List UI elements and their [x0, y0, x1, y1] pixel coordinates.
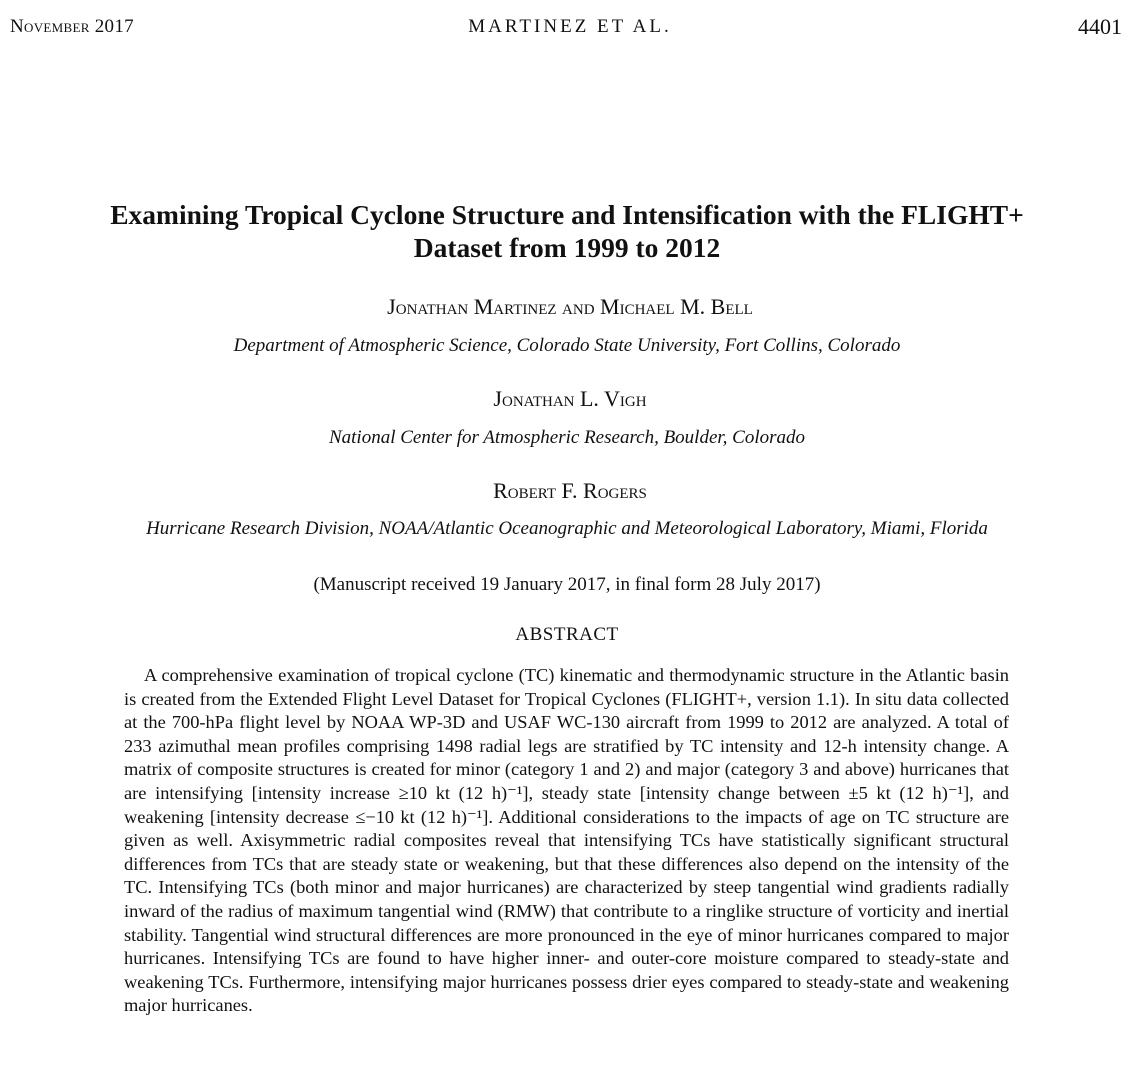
- paper-title: Examining Tropical Cyclone Structure and Intensification with the FLIGHT+ Dataset from 1999 to 2012: [110, 199, 1024, 263]
- abstract-text: A comprehensive examination of tropical cyclone (TC) kinematic and thermodynamic structure in the Atlantic basin is created from the Extended Flight Level Dataset for Tropical Cyclones (FLIGHT+, version 1.1). In situ data collected at the 700-hPa flight level by NOAA WP-3D and USAF WC-130 aircraft from 1999 to 2012 are analyzed. A total of 233 azimuthal mean profiles comprising 1498 radial legs are stratified by TC intensity and 12-h intensity change. A matrix of composite structures is created for minor (category 1 and 2) and major (category 3 and above) hurricanes that are intensifying [intensity increase ≥10 kt (12 h)⁻¹], steady state [intensity change between ±5 kt (12 h)⁻¹], and weakening [intensity decrease ≤−10 kt (12 h)⁻¹]. Additional considerations to the impacts of age on TC structure are given as well. Axisymmetric radial composites reveal that intensifying TCs have statistically significant structural differences from TCs that are steady state or weakening, but that these differences also depend on the intensity of the TC. Intensifying TCs (both minor and major hurricanes) are characterized by steep tangential wind gradients radially inward of the radius of maximum tangential wind (RMW) that contribute to a ringlike structure of vorticity and inertial stability. Tangential wind structural differences are more pronounced in the eye of minor hurricanes compared to major hurricanes. Intensifying TCs are found to have higher inner- and outer-core moisture compared to steady-state and weakening TCs. Furthermore, intensifying major hurricanes possess drier eyes compared to steady-state and weakening major hurricanes.: [124, 665, 1009, 1016]
- abstract-heading: ABSTRACT: [515, 624, 619, 645]
- affiliation-2: National Center for Atmospheric Research, Boulder, Colorado: [328, 427, 806, 448]
- author-names-1: Jonathan Martinez and Michael M. Bell: [387, 294, 753, 319]
- author-names-2: Jonathan L. Vigh: [493, 386, 647, 411]
- issue-date: November 2017: [10, 16, 134, 37]
- author-names-3: Robert F. Rogers: [493, 478, 647, 503]
- manuscript-note: (Manuscript received 19 January 2017, in final form 28 July 2017): [313, 574, 821, 595]
- running-head-authors: MARTINEZ ET AL.: [468, 16, 672, 37]
- page-number: 4401: [1078, 14, 1122, 39]
- affiliation-1: Department of Atmospheric Science, Colorado State University, Fort Collins, Colorado: [233, 335, 901, 356]
- affiliation-3: Hurricane Research Division, NOAA/Atlantic Oceanographic and Meteorological Laboratory, Miami, Florida: [146, 518, 988, 539]
- running-head: [0, 14, 1140, 40]
